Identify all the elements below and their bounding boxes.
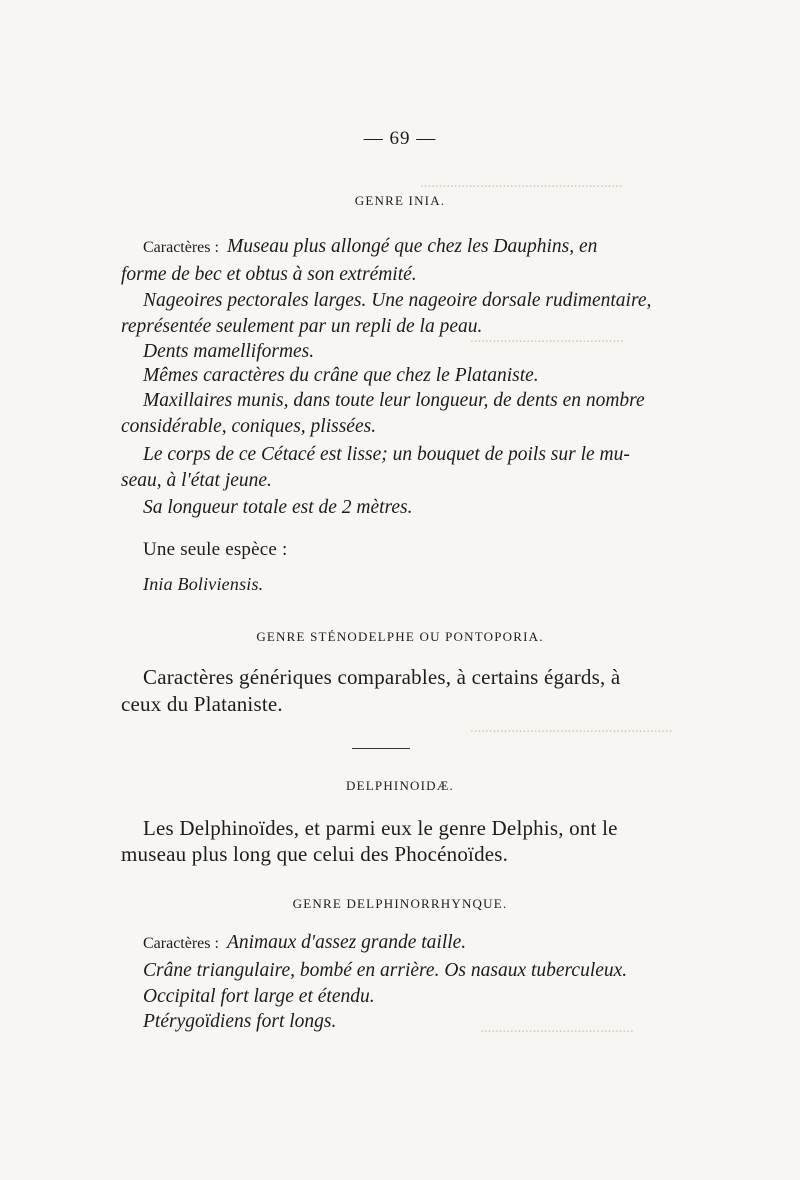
species-name: Inia Boliviensis. (143, 574, 264, 594)
text-line: Sa longueur totale est de 2 mètres. (143, 497, 413, 518)
text-line: museau plus long que celui des Phocénoïdes. (121, 842, 509, 866)
caracteres-label: Caractères : (143, 239, 219, 256)
show-through-text: ...................................................... (470, 720, 673, 736)
text-line: Le corps de ce Cétacé est lisse; un bouquet de poils sur le mu- (143, 444, 630, 465)
show-through-text: ...................................................... (420, 175, 623, 191)
text-line: Occipital fort large et étendu. (143, 986, 375, 1007)
section-heading-stenodelphe: GENRE STÉNODELPHE OU PONTOPORIA. (256, 629, 544, 644)
text-line: Nageoires pectorales larges. Une nageoire dorsale rudimentaire, (143, 290, 652, 311)
text-line: considérable, coniques, plissées. (121, 416, 377, 437)
text-line: Caractères : Museau plus allongé que chez les Dauphins, en (143, 236, 598, 257)
species-intro: Une seule espèce : (143, 539, 288, 560)
text-line: Maxillaires munis, dans toute leur longueur, de dents en nombre (143, 390, 645, 411)
text-line: seau, à l'état jeune. (121, 470, 272, 491)
section-divider (352, 748, 410, 749)
text-line: Caractères génériques comparables, à certains égards, à (143, 665, 621, 689)
show-through-text: ......................................... (480, 1020, 634, 1036)
caracteres-label: Caractères : (143, 935, 219, 952)
text-line: ceux du Plataniste. (121, 692, 283, 716)
section-heading-delphinorhynque: GENRE DELPHINORRHYNQUE. (292, 896, 508, 911)
page-number: — 69 — (363, 128, 437, 149)
text-line: représentée seulement par un repli de la peau. (121, 316, 483, 337)
text-line: Les Delphinoïdes, et parmi eux le genre Delphis, ont le (143, 816, 618, 840)
text-line: Mêmes caractères du crâne que chez le Plataniste. (143, 365, 539, 386)
text-line: Caractères : Animaux d'assez grande taille. (143, 932, 467, 953)
section-heading-inia: GENRE INIA. (354, 193, 446, 208)
text-line: forme de bec et obtus à son extrémité. (121, 264, 417, 285)
show-through-text: ......................................... (470, 330, 624, 346)
text-line: Crâne triangulaire, bombé en arrière. Os nasaux tuberculeux. (143, 960, 628, 981)
section-heading-delphinoidae: DELPHINOIDÆ. (346, 778, 454, 793)
text-line: Ptérygoïdiens fort longs. (143, 1011, 337, 1032)
text-line: Dents mamelliformes. (143, 341, 315, 362)
